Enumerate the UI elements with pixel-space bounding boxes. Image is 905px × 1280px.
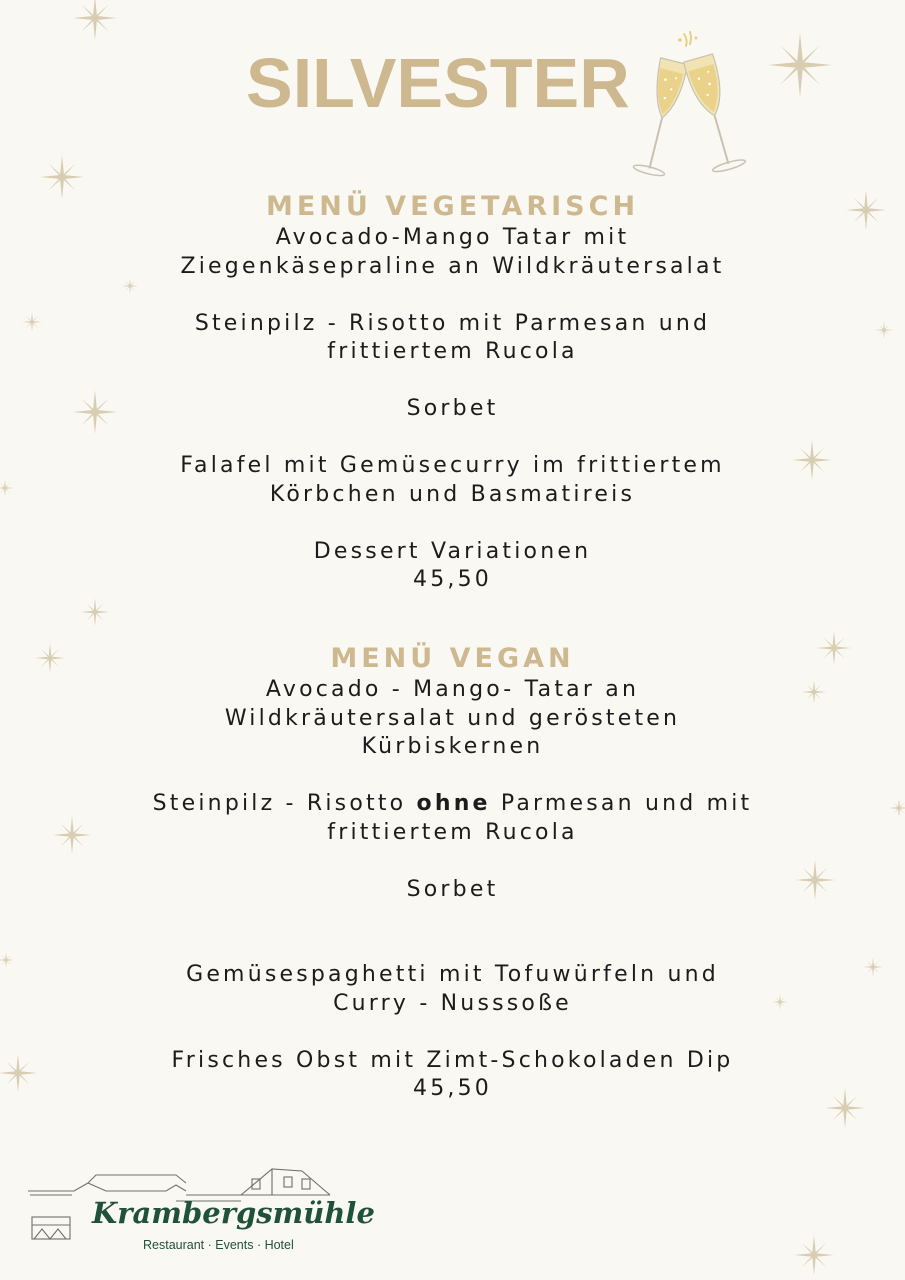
menu-price: 45,50 <box>413 1076 492 1101</box>
course-line: Falafel mit Gemüsecurry im frittiertem <box>180 453 725 478</box>
logo-tagline: Restaurant · Events · Hotel <box>143 1238 294 1252</box>
page-title: SILVESTER <box>246 44 630 122</box>
course-line: frittiertem Rucola <box>327 339 578 364</box>
sparkle-star-icon <box>794 1235 834 1275</box>
menu-heading-vegan: MENÜ VEGAN <box>330 643 575 674</box>
course-line: Ziegenkäsepraline an Wildkräutersalat <box>180 253 725 279</box>
sparkle-star-icon <box>768 33 832 97</box>
course-line: Sorbet <box>406 876 499 902</box>
course-line: Körbchen und Basmatireis <box>269 481 636 507</box>
sparkle-star-icon <box>73 0 117 40</box>
course-line: Steinpilz - Risotto mit Parmesan und <box>194 310 711 336</box>
course-line: Gemüsespaghetti mit Tofuwürfeln und <box>186 962 719 987</box>
sparkle-star-icon <box>81 598 109 626</box>
menu-vegetarian <box>0 190 905 595</box>
course-line <box>0 790 905 819</box>
restaurant-logo <box>26 1165 375 1255</box>
course-line: Frisches Obst mit Zimt-Schokoladen Dip <box>171 1047 734 1073</box>
menu-price: 45,50 <box>413 567 492 592</box>
course-line: Kürbiskernen <box>361 734 544 759</box>
menu-vegan <box>0 642 905 1104</box>
course-line: Avocado-Mango Tatar mit <box>275 225 630 250</box>
menu-heading-vegetarian: MENÜ VEGETARISCH <box>265 191 640 222</box>
course-text: Steinpilz - Risotto <box>152 791 417 816</box>
course-line: Sorbet <box>406 396 499 421</box>
course-emphasis: ohne <box>416 791 491 816</box>
champagne-glasses-icon <box>618 30 758 190</box>
course-line: Dessert Variationen <box>313 538 592 564</box>
course-line: frittiertem Rucola <box>327 819 578 845</box>
course-text: Parmesan und mit <box>490 791 753 816</box>
course-line: Curry - Nusssoße <box>333 990 572 1016</box>
course-line: Wildkräutersalat und gerösteten <box>224 705 681 731</box>
course-line: Avocado - Mango- Tatar an <box>265 677 640 702</box>
logo-name: Krambergsmühle <box>92 1196 375 1230</box>
